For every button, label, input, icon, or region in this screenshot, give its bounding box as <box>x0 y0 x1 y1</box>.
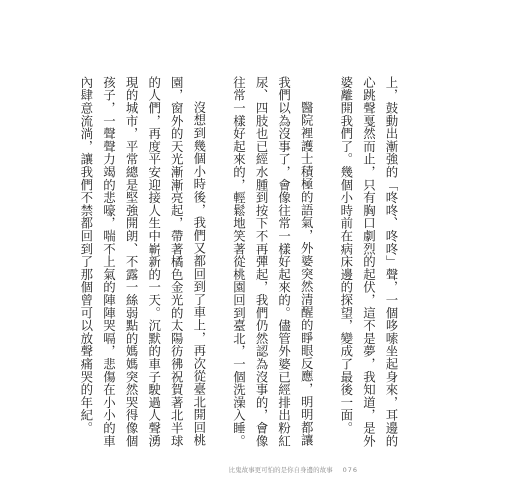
body-text-column-block <box>74 76 402 450</box>
paragraph-hospital: 醫院裡護士積極的語氣，外婆突然清醒的睜眼反應，明明都讓我們以為沒事了，會像往常一樣好起來的。儘管外婆已經排出粉紅尿、四肢也已經水腫到按下不再彈起，我們仍然認為沒事的，會像往常一樣好起來的，輕鬆地笑著從桃園回到臺北，一個洗澡入睡。 <box>231 76 315 448</box>
paragraph-car-ride: 沒想到幾個小時後，我們又都回到了車上，再次從臺北開回桃園，窗外的天光漸漸亮起，帶著橘色金光的太陽彷彿祝賀著北半球的人們，再度平安迎接人生中嶄新的一天。沉默的車子駛過人聲湧現的城市，平常總是堅強開朗、不露一絲弱點的媽媽突然哭得像個孩子，一聲聲力竭的悲嚎，喘不上氣的陣陣哭嗝，悲傷在小小的車內肆意流淌，讓我們不禁都回到了那個曾可以放聲痛哭的年紀。 <box>78 76 207 448</box>
page-number: 076 <box>342 465 358 474</box>
page-footer <box>229 465 358 474</box>
paragraph-continued: 上，鼓動出漸強的「咚咚、咚咚」聲，一個哆嗦坐起身來，耳邊的心跳聲戛然而止，只有胸口劇烈的起伏，這不是夢，我知道，是外婆離開我們了。幾個小時前在病床邊的探望，變成了最後一面。 <box>338 76 399 448</box>
running-title: 比鬼故事更可怕的是你自身邊的故事 <box>228 466 333 474</box>
